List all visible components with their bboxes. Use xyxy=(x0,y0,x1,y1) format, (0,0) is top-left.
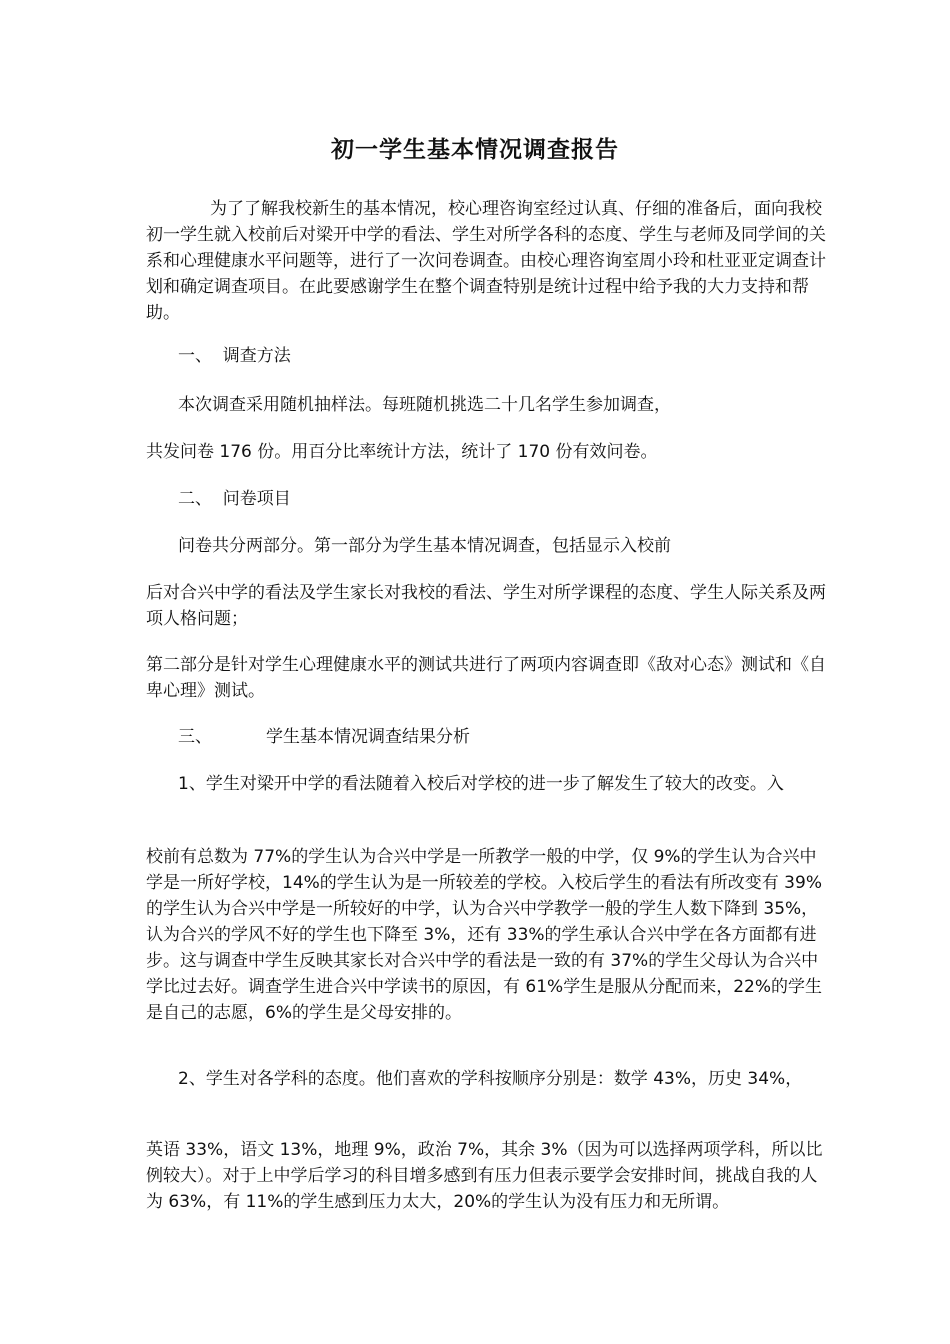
section-heading-method: 一、 调查方法 xyxy=(178,346,291,366)
section-heading-items: 二、 问卷项目 xyxy=(178,489,291,509)
analysis-item-2: 2、学生对各学科的态度。他们喜欢的学科按顺序分别是：数学 43%，历史 34%， xyxy=(178,1069,803,1089)
intro-paragraph: 为了了解我校新生的基本情况，校心理咨询室经过认真、仔细的准备后，面向我校初一学生就入校前后对梁开中学的看法、学生对所学各科的态度、学生与老师及同学间的关系和心理健康水平问题等，进行了一次问卷调查。由校心理咨询室周小玲和杜亚亚定调查计划和确定调查项目。在此要感谢学生在整个调查特别是统计过程中给予我的大力支持和帮助。 xyxy=(146,199,826,323)
section-heading-analysis: 三、 学生基本情况调查结果分析 xyxy=(178,727,471,747)
analysis-item-2-body: 英语 33%，语文 13%，地理 9%，政治 7%，其余 3%（因为可以选择两项学科，所以比例较大）。对于上中学后学习的科目增多感到有压力但表示要学会安排时间，挑战自我的人为 63%，有 11%的学生感到压力太大，20%的学生认为没有压力和无所谓。 xyxy=(146,1140,823,1212)
method-line-2: 共发问卷 176 份。用百分比率统计方法，统计了 170 份有效问卷。 xyxy=(146,442,658,462)
items-paragraph-2: 后对合兴中学的看法及学生家长对我校的看法、学生对所学课程的态度、学生人际关系及两项人格问题； xyxy=(146,583,826,629)
document-title: 初一学生基本情况调查报告 xyxy=(331,137,619,163)
items-paragraph-3: 第二部分是针对学生心理健康水平的测试共进行了两项内容调查即《敌对心态》测试和《自卑心理》测试。 xyxy=(146,655,826,701)
items-line-1: 问卷共分两部分。第一部分为学生基本情况调查，包括显示入校前 xyxy=(178,536,671,556)
analysis-item-1: 1、学生对梁开中学的看法随着入校后对学校的进一步了解发生了较大的改变。入 xyxy=(178,774,784,794)
method-line-1: 本次调查采用随机抽样法。每班随机挑选二十几名学生参加调查， xyxy=(178,395,671,415)
analysis-item-1-body: 校前有总数为 77%的学生认为合兴中学是一所教学一般的中学，仅 9%的学生认为合兴中学是一所好学校，14%的学生认为是一所较差的学校。入校后学生的看法有所改变有 39%的学生认为合兴中学是一所较好的中学，认为合兴中学教学一般的学生人数下降到 35%，认为合兴的学风不好的学生也下降至 3%，还有 33%的学生承认合兴中学在各方面都有进步。这与调查中学生反映其家长对合兴中学的看法是一致的有 37%的学生父母认为合兴中学比过去好。调查学生进合兴中学读书的原因，有 61%学生是服从分配而来，22%的学生是自己的志愿，6%的学生是父母安排的。 xyxy=(146,847,822,1023)
